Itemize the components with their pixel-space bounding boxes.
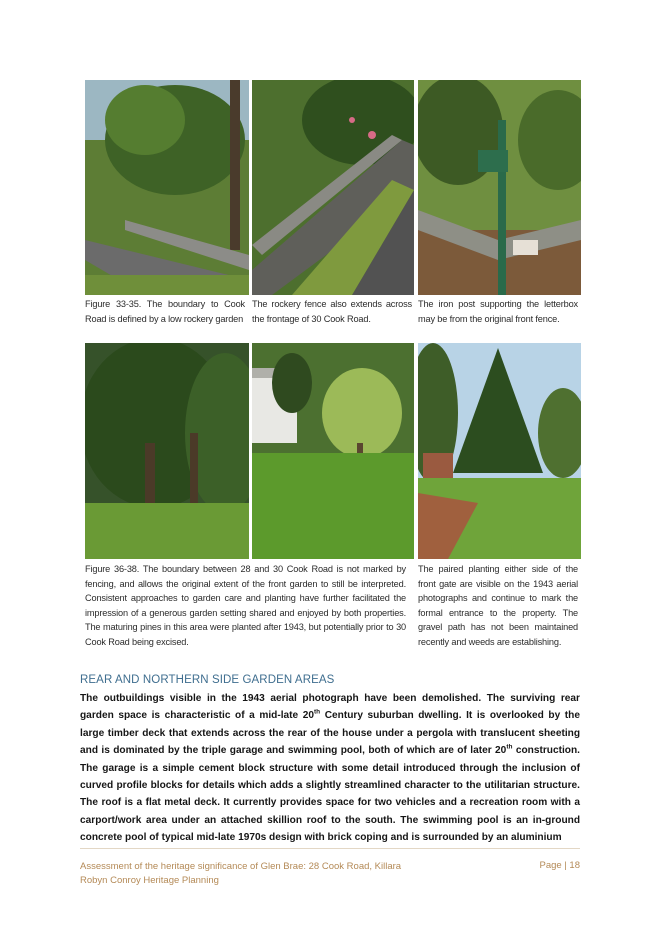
body-text-part-3: construction. The garage is a simple cement block structure with some detail introduced through the inclusion of curved profile blocks for details which adds a slightly streamlined character to the utilitarian structure. The roof is a flat metal deck. It currently provides space for two vehicles and a recreation room with a carport/work area under an attached skillion roof to the south. The swimming pool is an in-ground concrete pool of typical mid-late 1970s design with brick coping and is surrounded by an aluminium bbox=[80, 745, 580, 844]
section-body-paragraph bbox=[80, 690, 580, 847]
caption-figure-33-35: Figure 33-35. The boundary to Cook Road is defined by a low rockery garden bbox=[85, 299, 245, 324]
footer-author: Robyn Conroy Heritage Planning bbox=[80, 875, 219, 886]
body-sup-1: th bbox=[313, 709, 321, 717]
caption-letterbox-post: The iron post supporting the letterbox may be from the original front fence. bbox=[418, 299, 578, 324]
footer-divider bbox=[80, 848, 580, 849]
caption-paired-planting: The paired planting either side of the front gate are visible on the 1943 aerial photographs and continue to mark the formal entrance to the property. The gravel path has not been maintained recently and weeds are establishing. bbox=[418, 564, 578, 647]
body-text-part-2: Century suburban dwelling. It is overlooked by the large timber deck that extends across the rear of the house under a pergola with translucent sheeting and is dominated by the triple garage and swimming pool, both of which are of later 20 bbox=[80, 710, 580, 757]
body-text-part-1: The outbuildings visible in the 1943 aerial photograph have been demolished. The surviving rear garden space is characteristic of a mid-late 20 bbox=[80, 693, 580, 722]
photo-rockery-frontage bbox=[252, 80, 414, 295]
page-number: Page | 18 bbox=[539, 860, 580, 871]
photo-rockery-boundary bbox=[85, 80, 249, 295]
photo-lawn-white-house bbox=[252, 343, 414, 559]
photo-paired-planting-gate bbox=[418, 343, 581, 559]
caption-figure-36-38: Figure 36-38. The boundary between 28 and 30 Cook Road is not marked by fencing, and allows the original extent of the front garden to still be interpreted. Consistent approaches to garden care and planting have further facilitated the impression of a generous garden setting shared and enjoyed by both properties. The maturing pines in this area were planted after 1943, but potentially prior to 30 Cook Road being excised. bbox=[85, 564, 406, 647]
photo-boundary-pines bbox=[85, 343, 249, 559]
footer-document-title: Assessment of the heritage significance of Glen Brae: 28 Cook Road, Killara bbox=[80, 861, 402, 872]
photo-letterbox-post bbox=[418, 80, 581, 295]
footer-credits bbox=[80, 860, 401, 888]
body-sup-2: th bbox=[506, 743, 513, 751]
caption-rockery-frontage: The rockery fence also extends across the frontage of 30 Cook Road. bbox=[252, 299, 412, 324]
section-heading: REAR AND NORTHERN SIDE GARDEN AREAS bbox=[80, 674, 335, 686]
